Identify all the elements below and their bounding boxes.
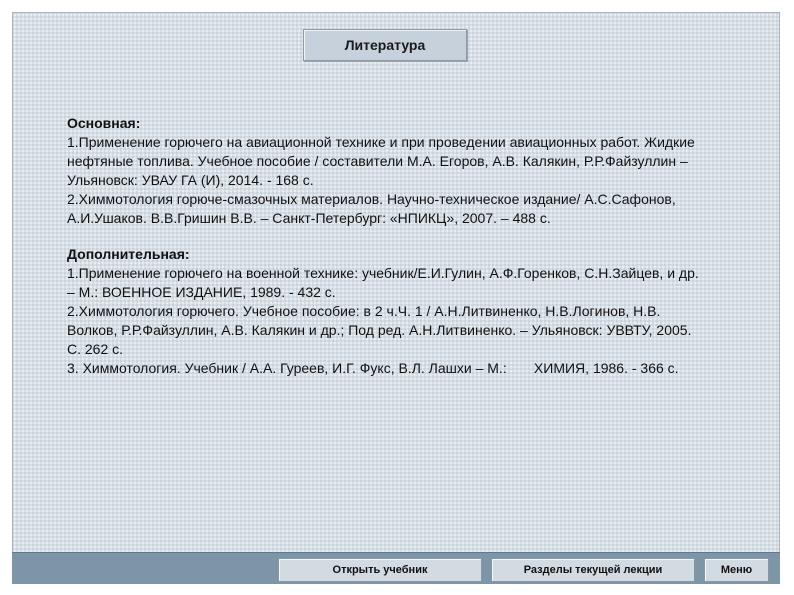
lecture-sections-button[interactable] [491,558,695,582]
list-item: 2.Химмотология горюче-смазочных материалов. Научно-техническое издание/ А.С.Сафонов, А.И.Ушаков. В.В.Гришин В.В. – Санкт-Петербург: «НПИКЦ», 2007. – 488 с. [67,191,680,226]
lecture-sections-label: Разделы текущей лекции [523,564,663,576]
footer-bar [12,552,780,584]
section-spacer [67,228,707,245]
literature-list [67,114,707,378]
menu-label: Меню [720,564,753,576]
list-item: 3. Химмотология. Учебник / А.А. Гуреев, И.Г. Фукс, В.Л. Лашхи – М.: ХИМИЯ, 1986. - 366 с. [67,360,679,376]
page-title [303,29,467,61]
list-item: 2.Химмотология горючего. Учебное пособие: в 2 ч.Ч. 1 / А.Н.Литвиненко, Н.В.Логинов, Н.В. Волков, Р.Р.Файзуллин, А.В. Калякин и др.; Под ред. А.Н.Литвиненко. – Ульяновск: УВВТУ, 2005. С. 262 с. [67,303,696,357]
menu-button[interactable] [704,558,769,582]
list-item: 1.Применение горючего на авиационной технике и при проведении авиационных работ. Жидкие нефтяные топлива. Учебное пособие / составители М.А. Егоров, А.В. Калякин, Р.Р.Файзуллин – Ульяновск: УВАУ ГА (И), 2014. - 168 с. [67,134,699,188]
open-textbook-button[interactable] [278,558,482,582]
page-title-label: Литература [344,37,426,53]
main-literature-heading: Основная: [67,115,141,131]
additional-literature-heading: Дополнительная: [67,246,190,262]
open-textbook-label: Открыть учебник [332,564,428,576]
list-item: 1.Применение горючего на военной технике: учебник/Е.И.Гулин, А.Ф.Горенков, С.Н.Зайцев, и др. – М.: ВОЕННОЕ ИЗДАНИЕ, 1989. - 432 с. [67,265,707,300]
